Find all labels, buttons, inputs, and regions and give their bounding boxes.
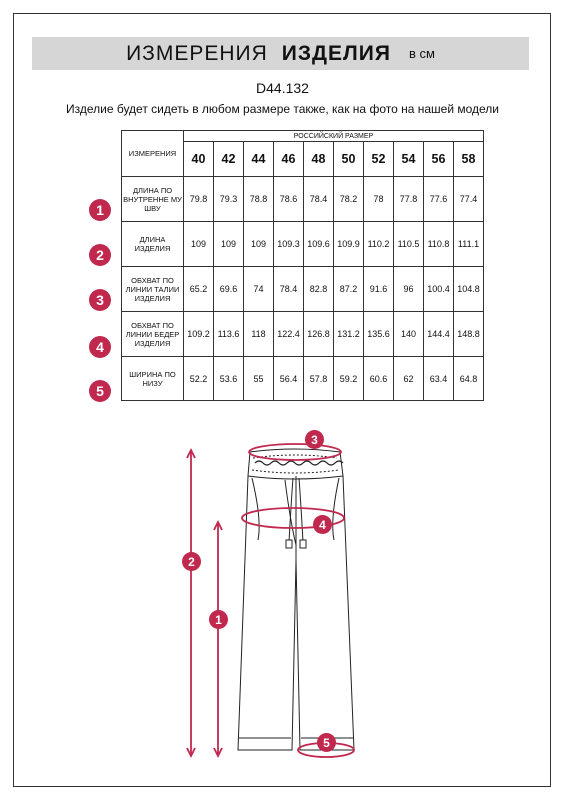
table-cell: 109.9 xyxy=(334,222,364,267)
table-cell: 74 xyxy=(244,267,274,312)
table-cell: 135.6 xyxy=(364,312,394,357)
size-header: 46 xyxy=(274,142,304,177)
table-cell: 104.8 xyxy=(454,267,484,312)
size-header: 56 xyxy=(424,142,454,177)
row-number-badge: 3 xyxy=(89,289,111,311)
table-cell: 109.3 xyxy=(274,222,304,267)
table-cell: 78.8 xyxy=(244,177,274,222)
table-cell: 109.2 xyxy=(184,312,214,357)
table-cell: 78.4 xyxy=(274,267,304,312)
table-cell: 109 xyxy=(214,222,244,267)
table-cell: 110.8 xyxy=(424,222,454,267)
row-label: ДЛИНА ИЗДЕЛИЯ xyxy=(122,222,184,267)
table-cell: 65.2 xyxy=(184,267,214,312)
size-header: 52 xyxy=(364,142,394,177)
table-cell: 78 xyxy=(364,177,394,222)
table-cell: 78.6 xyxy=(274,177,304,222)
table-cell: 148.8 xyxy=(454,312,484,357)
table-cell: 111.1 xyxy=(454,222,484,267)
marker-hem-badge: 5 xyxy=(317,733,336,752)
table-cell: 55 xyxy=(244,357,274,401)
table-cell: 122.4 xyxy=(274,312,304,357)
table-cell: 56.4 xyxy=(274,357,304,401)
row-label: ШИРИНА ПО НИЗУ xyxy=(122,357,184,401)
marker-waist-badge: 3 xyxy=(305,430,324,449)
fit-note: Изделие будет сидеть в любом размере также, как на фото на нашей модели xyxy=(65,102,500,116)
row-label: ОБХВАТ ПО ЛИНИИ ТАЛИИ ИЗДЕЛИЯ xyxy=(122,267,184,312)
title-word-product: ИЗДЕЛИЯ xyxy=(281,41,391,65)
size-group-header: РОССИЙСКИЙ РАЗМЕР xyxy=(184,131,484,142)
table-cell: 131.2 xyxy=(334,312,364,357)
table-cell: 77.4 xyxy=(454,177,484,222)
title-unit: в см xyxy=(408,46,435,61)
size-header: 50 xyxy=(334,142,364,177)
measurements-header: ИЗМЕРЕНИЯ xyxy=(122,131,184,177)
table-cell: 53.6 xyxy=(214,357,244,401)
table-cell: 110.2 xyxy=(364,222,394,267)
row-label: ОБХВАТ ПО ЛИНИИ БЕДЕР ИЗДЕЛИЯ xyxy=(122,312,184,357)
table-cell: 78.4 xyxy=(304,177,334,222)
table-cell: 63.4 xyxy=(424,357,454,401)
table-cell: 69.6 xyxy=(214,267,244,312)
table-cell: 59.2 xyxy=(334,357,364,401)
table-cell: 78.2 xyxy=(334,177,364,222)
table-cell: 113.6 xyxy=(214,312,244,357)
table-cell: 64.8 xyxy=(454,357,484,401)
table-cell: 91.6 xyxy=(364,267,394,312)
table-cell: 87.2 xyxy=(334,267,364,312)
row-number-badge: 4 xyxy=(89,336,111,358)
article-number: D44.132 xyxy=(256,80,309,96)
size-header: 40 xyxy=(184,142,214,177)
table-cell: 77.6 xyxy=(424,177,454,222)
table-cell: 96 xyxy=(394,267,424,312)
table-cell: 118 xyxy=(244,312,274,357)
size-header: 58 xyxy=(454,142,484,177)
size-header: 42 xyxy=(214,142,244,177)
row-label: ДЛИНА ПО ВНУТРЕННЕ МУ ШВУ xyxy=(122,177,184,222)
size-header: 54 xyxy=(394,142,424,177)
table-cell: 110.5 xyxy=(394,222,424,267)
row-number-badge: 1 xyxy=(89,199,111,221)
table-cell: 82.8 xyxy=(304,267,334,312)
table-cell: 60.6 xyxy=(364,357,394,401)
row-number-badge: 5 xyxy=(89,380,111,402)
marker-inseam-badge: 1 xyxy=(209,610,228,629)
table-cell: 52.2 xyxy=(184,357,214,401)
marker-hip-badge: 4 xyxy=(313,515,332,534)
table-cell: 109 xyxy=(184,222,214,267)
table-cell: 100.4 xyxy=(424,267,454,312)
table-cell: 140 xyxy=(394,312,424,357)
table-cell: 77.8 xyxy=(394,177,424,222)
size-header: 48 xyxy=(304,142,334,177)
size-header: 44 xyxy=(244,142,274,177)
table-cell: 109.6 xyxy=(304,222,334,267)
table-cell: 126.8 xyxy=(304,312,334,357)
title-word-measurements: ИЗМЕРЕНИЯ xyxy=(126,41,268,65)
table-cell: 57.8 xyxy=(304,357,334,401)
table-cell: 62 xyxy=(394,357,424,401)
row-number-badge: 2 xyxy=(89,244,111,266)
table-cell: 79.8 xyxy=(184,177,214,222)
table-cell: 79.3 xyxy=(214,177,244,222)
table-cell: 144.4 xyxy=(424,312,454,357)
marker-length-badge: 2 xyxy=(182,552,201,571)
table-cell: 109 xyxy=(244,222,274,267)
